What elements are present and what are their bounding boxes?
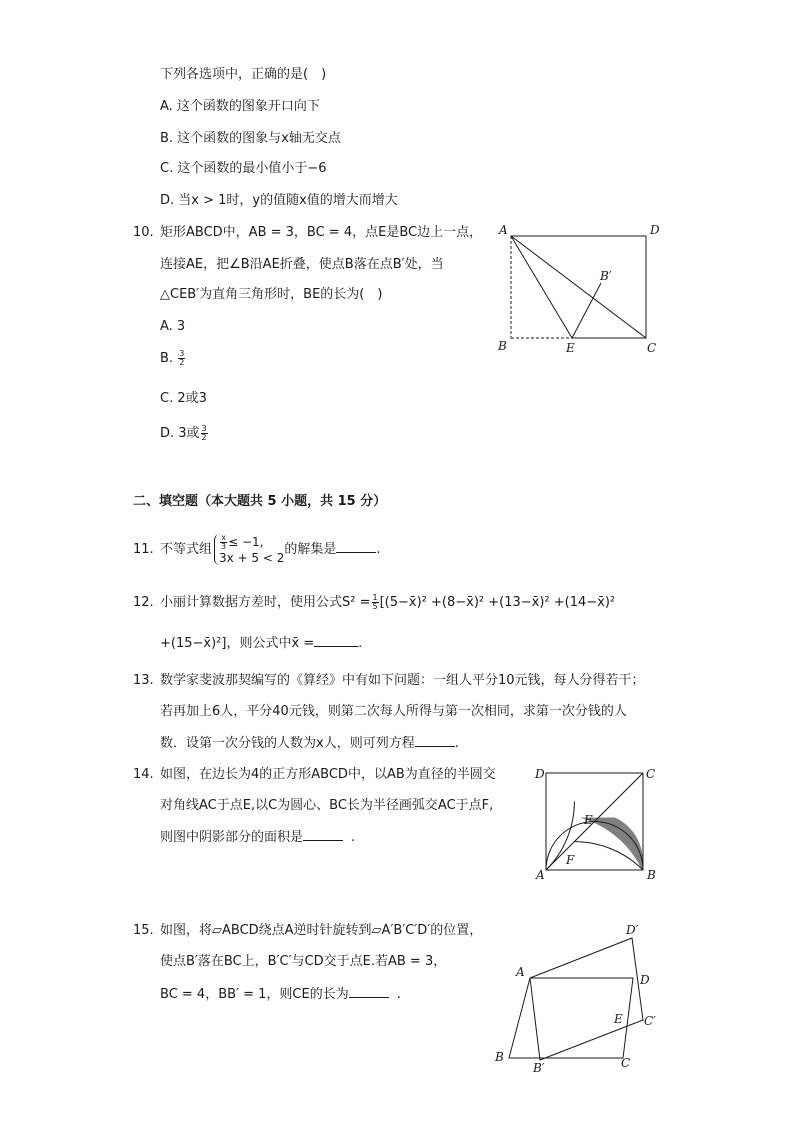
- q11-end: .: [376, 542, 381, 557]
- segment-ae: [511, 236, 572, 338]
- label-b: B: [647, 868, 656, 882]
- fraction-denominator: 2: [201, 433, 207, 442]
- fraction-numerator: x: [221, 533, 226, 542]
- q9-option-d: D. 当x > 1时，y的值随x值的增大而增大: [160, 193, 398, 208]
- q15-end: .: [396, 987, 401, 1002]
- q10-number: 10.: [133, 225, 154, 240]
- label-c: C: [647, 341, 657, 355]
- q12-line-1: [160, 594, 615, 612]
- answer-blank: [349, 985, 389, 998]
- q15-figure: [490, 920, 670, 1075]
- q11-fraction: [220, 534, 227, 551]
- label-e: E: [614, 1012, 623, 1026]
- q13-line-3: [160, 734, 459, 753]
- fraction-numerator: 3: [201, 424, 207, 433]
- q10-line-2: 连接AE，把∠B沿AE折叠，使点B落在点B′处，当: [160, 257, 444, 272]
- label-b-prime: B′: [600, 269, 612, 283]
- label-c-prime: C′: [644, 1014, 656, 1028]
- q11-inequality-system: [214, 534, 284, 565]
- q10-option-d-fraction: [201, 425, 208, 442]
- q14-end: .: [351, 830, 356, 845]
- q11-ineq1-rest: ≤ −1,: [228, 535, 264, 549]
- q13-end: .: [454, 736, 459, 751]
- parallelogram-abcd-rotated: [530, 938, 643, 1060]
- q10-option-b-label: B.: [160, 351, 174, 366]
- q11-number: 11.: [133, 542, 154, 557]
- q14-number: 14.: [133, 767, 154, 782]
- fraction-denominator: 3: [221, 542, 227, 551]
- q11-text: [160, 531, 381, 569]
- label-b: B: [498, 339, 507, 353]
- q10-option-a: A. 3: [160, 319, 186, 334]
- label-c: C: [646, 767, 656, 781]
- label-e: E: [566, 341, 575, 355]
- label-d: D: [640, 973, 650, 987]
- q9-stem-tail: 下列各选项中，正确的是( ): [160, 67, 327, 82]
- label-d: D: [650, 223, 660, 237]
- q13-line3-text: 数．设第一次分钱的人数为x人，则可列方程: [160, 736, 415, 751]
- q9-option-c: C. 这个函数的最小值小于−6: [160, 161, 327, 176]
- q15-line-2: 使点B′落在BC上，B′C′与CD交于点E.若AB = 3，: [160, 954, 447, 969]
- q15-line3-text: BC = 4，BB′ = 1，则CE的长为: [160, 987, 349, 1002]
- q12-line1-prefix: 小丽计算数据方差时，使用公式S² =: [160, 595, 371, 610]
- q9-option-b: B. 这个函数的图象与x轴无交点: [160, 131, 341, 146]
- q15-line-3: [160, 985, 401, 1004]
- diagonal-ac: [511, 236, 646, 338]
- label-c: C: [621, 1056, 631, 1070]
- answer-blank: [314, 634, 358, 647]
- fraction-denominator: 5: [372, 602, 378, 611]
- label-b-prime: B′: [533, 1061, 545, 1075]
- q9-option-a: A. 这个函数的图象开口向下: [160, 99, 320, 114]
- q12-number: 12.: [133, 595, 154, 610]
- q15-number: 15.: [133, 923, 154, 938]
- fraction-numerator: 3: [179, 349, 185, 358]
- q11-inequality-1: [219, 534, 284, 551]
- q14-line-3: [160, 828, 355, 847]
- q12-line2-text: +(15−x̄)²]，则公式中x̄ =: [160, 636, 315, 651]
- q10-line-3: △CEB′为直角三角形时，BE的长为( ): [160, 287, 383, 302]
- label-d-prime: D′: [626, 923, 639, 937]
- q12-fraction: [372, 594, 379, 611]
- q10-option-d: [160, 425, 209, 443]
- q10-option-b: [160, 350, 186, 368]
- q11-prefix: 不等式组: [160, 542, 213, 557]
- label-d: D: [535, 767, 545, 781]
- arc-centered-c-right: [574, 773, 643, 801]
- section-title: 二、填空题（本大题共 5 小题，共 15 分）: [133, 494, 387, 509]
- label-e: E: [584, 813, 593, 827]
- q14-line3-text: 则图中阴影部分的面积是: [160, 830, 304, 845]
- q12-end: .: [358, 636, 363, 651]
- label-f: F: [566, 853, 575, 867]
- q12-line1-rest: [(5−x̄)² +(8−x̄)² +(13−x̄)² +(14−x̄)²: [379, 595, 616, 610]
- q12-line-2: [160, 634, 362, 653]
- q14-line-1: 如图，在边长为4的正方形ABCD中，以AB为直径的半圆交: [160, 767, 496, 782]
- answer-blank: [415, 734, 455, 747]
- q11-inequality-2: 3x + 5 < 2: [219, 551, 285, 565]
- label-b: B: [495, 1050, 504, 1064]
- q15-line-1: 如图，将▱ABCD绕点A逆时针旋转到▱A′B′C′D′的位置，: [160, 923, 483, 938]
- q13-line-2: 若再加上6人，平分40元钱，则第二次每人所得与第一次相同，求第一次分钱的人: [160, 704, 627, 719]
- answer-blank: [303, 828, 343, 841]
- segment-eb-prime: [572, 283, 601, 338]
- label-a: A: [499, 223, 508, 237]
- q13-number: 13.: [133, 673, 154, 688]
- q10-figure: [490, 218, 670, 360]
- q14-line-2: 对角线AC于点E,以C为圆心、BC长为半径画弧交AC于点F,: [160, 798, 494, 813]
- q14-figure: [532, 762, 662, 884]
- q11-suffix: 的解集是: [284, 542, 337, 557]
- label-a: A: [516, 965, 525, 979]
- fraction-numerator: 1: [372, 593, 378, 602]
- q10-line-1: 矩形ABCD中，AB = 3，BC = 4，点E是BC边上一点，: [160, 225, 483, 240]
- label-a: A: [536, 868, 545, 882]
- q10-option-d-label: D. 3或: [160, 426, 200, 441]
- fraction-denominator: 2: [179, 358, 185, 367]
- q13-line-1: 数学家斐波那契编写的《算经》中有如下问题：一组人平分10元钱，每人分得若干；: [160, 673, 645, 688]
- answer-blank: [336, 540, 376, 553]
- q10-option-c: C. 2或3: [160, 391, 207, 406]
- q10-option-b-fraction: [178, 350, 185, 367]
